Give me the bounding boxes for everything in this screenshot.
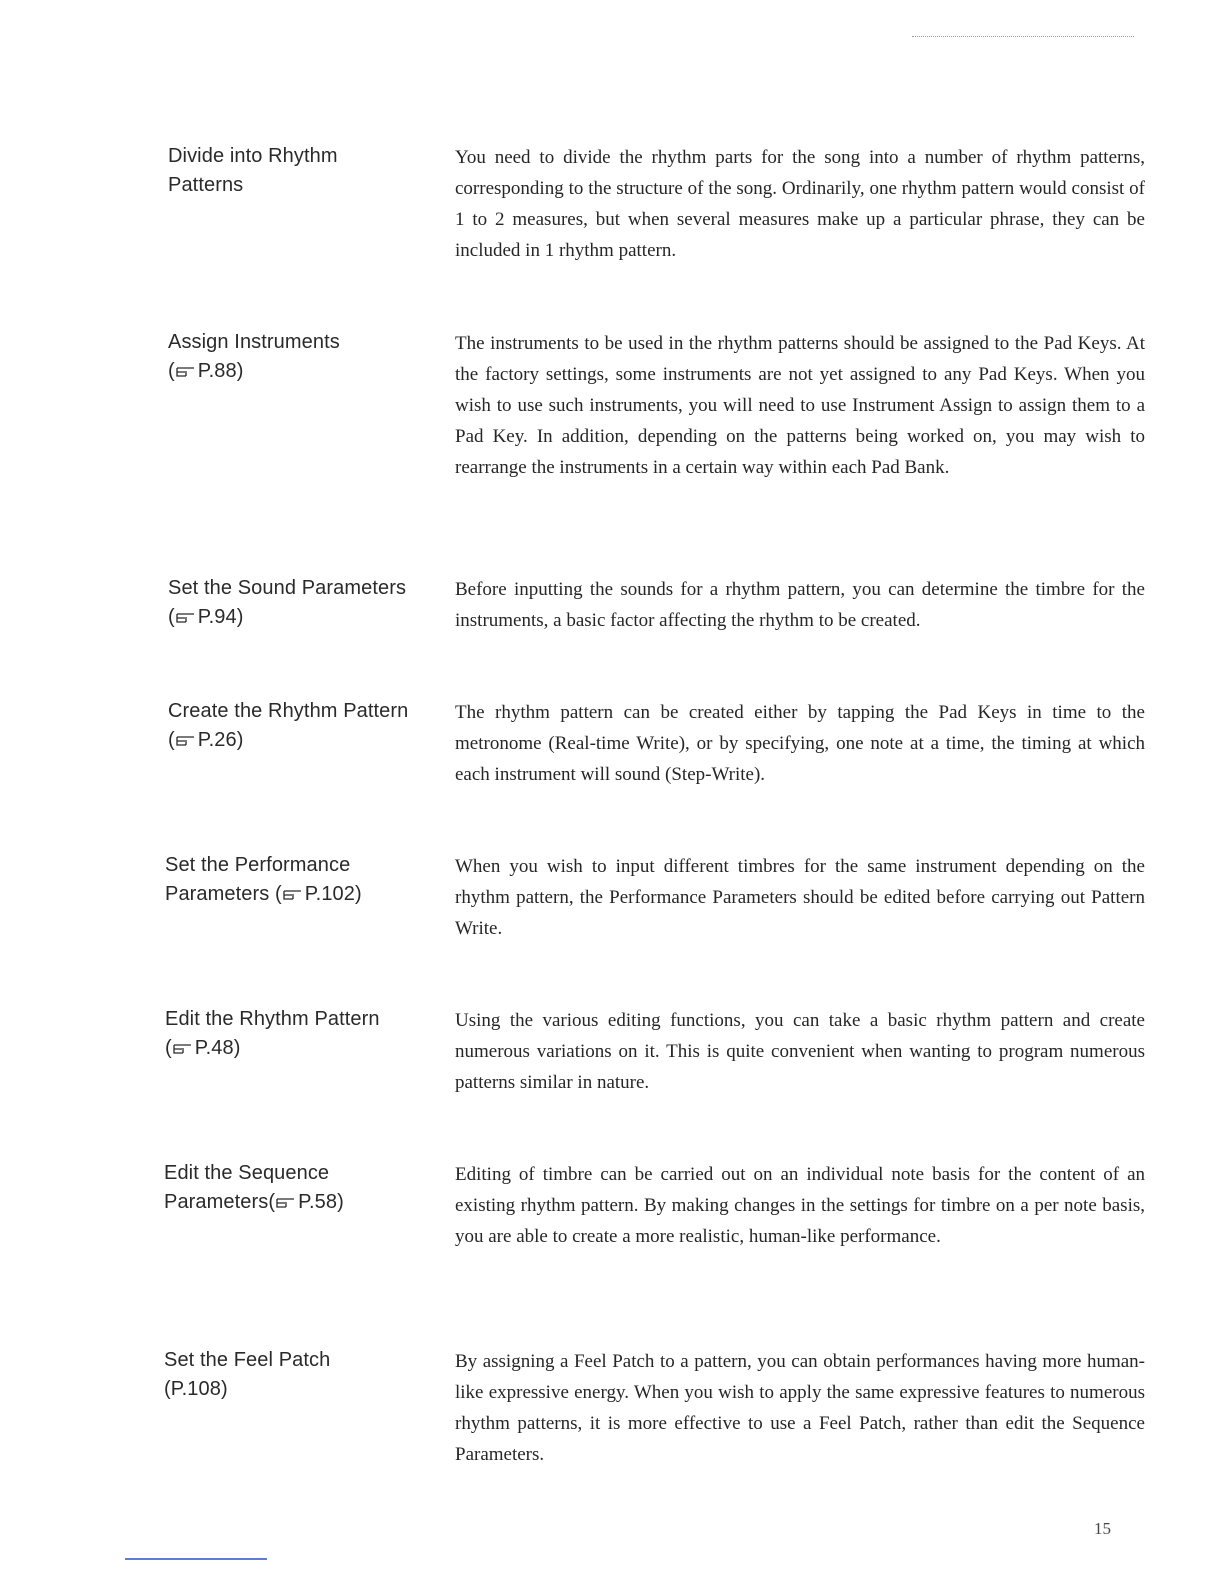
heading-line: Set the Performance [165,854,351,876]
section-body: Editing of timbre can be carried out on an individual note basis for the content of an existing rhythm pattern. By making changes in the settings for timbre on a per note basis, you are able to create a more realistic, human-like performance. [455,1164,1145,1247]
heading-line: Patterns [168,174,244,196]
section-heading [164,1346,454,1404]
section-body: You need to divide the rhythm parts for the song into a number of rhythm patterns, corresponding to the structure of the song. Ordinarily, one rhythm pattern would consist of 1 to 2 measures, but when several measures make up a particular phrase, they can be included in 1 rhythm pattern. [455,147,1145,261]
section-heading [164,1159,454,1217]
heading-prefix: ( [165,1037,172,1059]
heading-line: Divide into Rhythm [168,145,338,167]
page-ref: P.58) [298,1191,344,1213]
page-ref: P.26) [197,729,244,751]
heading-line: Set the Sound Parameters [168,577,407,599]
heading-line-ref [168,357,458,386]
heading-prefix: ( [168,606,175,628]
pointing-hand-icon [276,1196,296,1209]
page-ref: P.88) [197,360,244,382]
heading-line: Assign Instruments [168,331,340,353]
heading-line: Edit the Sequence [164,1162,330,1184]
heading-line-ref [164,1188,454,1217]
heading-prefix: Parameters( [164,1191,276,1213]
heading-line-ref [168,603,458,632]
section-heading [168,142,458,200]
page-ref: P.48) [194,1037,241,1059]
page-number: 15 [1094,1519,1111,1538]
heading-prefix: ( [168,729,175,751]
heading-prefix: ( [168,360,175,382]
page-ref: P.102) [304,883,362,905]
section-heading [168,574,458,632]
page-ref: P.94) [197,606,244,628]
section-body: Before inputting the sounds for a rhythm pattern, you can determine the timbre for the instruments, a basic factor affecting the rhythm to be created. [455,579,1145,631]
pointing-hand-icon [176,365,196,378]
pointing-hand-icon [176,611,196,624]
section-heading [168,328,458,386]
pointing-hand-icon [283,888,303,901]
section-body: The rhythm pattern can be created either by tapping the Pad Keys in time to the metronome (Real-time Write), or by specifying, one note at a time, the timing at which each instrument will sound (Step-Write). [455,702,1145,785]
heading-line: Set the Feel Patch [164,1349,331,1371]
heading-prefix: Parameters ( [165,883,282,905]
heading-line: Edit the Rhythm Pattern [165,1008,380,1030]
section-heading [165,1005,455,1063]
section-body: By assigning a Feel Patch to a pattern, you can obtain performances having more human-like expressive energy. When you wish to apply the same expressive features to numerous rhythm patterns, it is more effective to use a Feel Patch, rather than edit the Sequence Parameters. [455,1351,1145,1465]
pointing-hand-icon [176,734,196,747]
section-heading [165,851,455,909]
heading-line-ref [165,880,455,909]
heading-line-ref [165,1034,455,1063]
heading-line-ref [168,726,458,755]
section-body: The instruments to be used in the rhythm patterns should be assigned to the Pad Keys. At the factory settings, some instruments are not yet assigned to any Pad Keys. When you wish to use such instruments, you will need to use Instrument Assign to assign them to a Pad Key. In addition, depending on the patterns being worked on, you may wish to rearrange the instruments in a certain way within each Pad Bank. [455,333,1145,478]
pointing-hand-icon [173,1042,193,1055]
header-rule [912,36,1134,37]
heading-line: (P.108) [164,1378,228,1400]
footer-rule [125,1558,267,1560]
section-heading [168,697,458,755]
section-body: When you wish to input different timbres for the same instrument depending on the rhythm pattern, the Performance Parameters should be edited before carrying out Pattern Write. [455,856,1145,939]
heading-line: Create the Rhythm Pattern [168,700,409,722]
section-body: Using the various editing functions, you can take a basic rhythm pattern and create numerous variations on it. This is quite convenient when wanting to program numerous patterns similar in nature. [455,1010,1145,1093]
